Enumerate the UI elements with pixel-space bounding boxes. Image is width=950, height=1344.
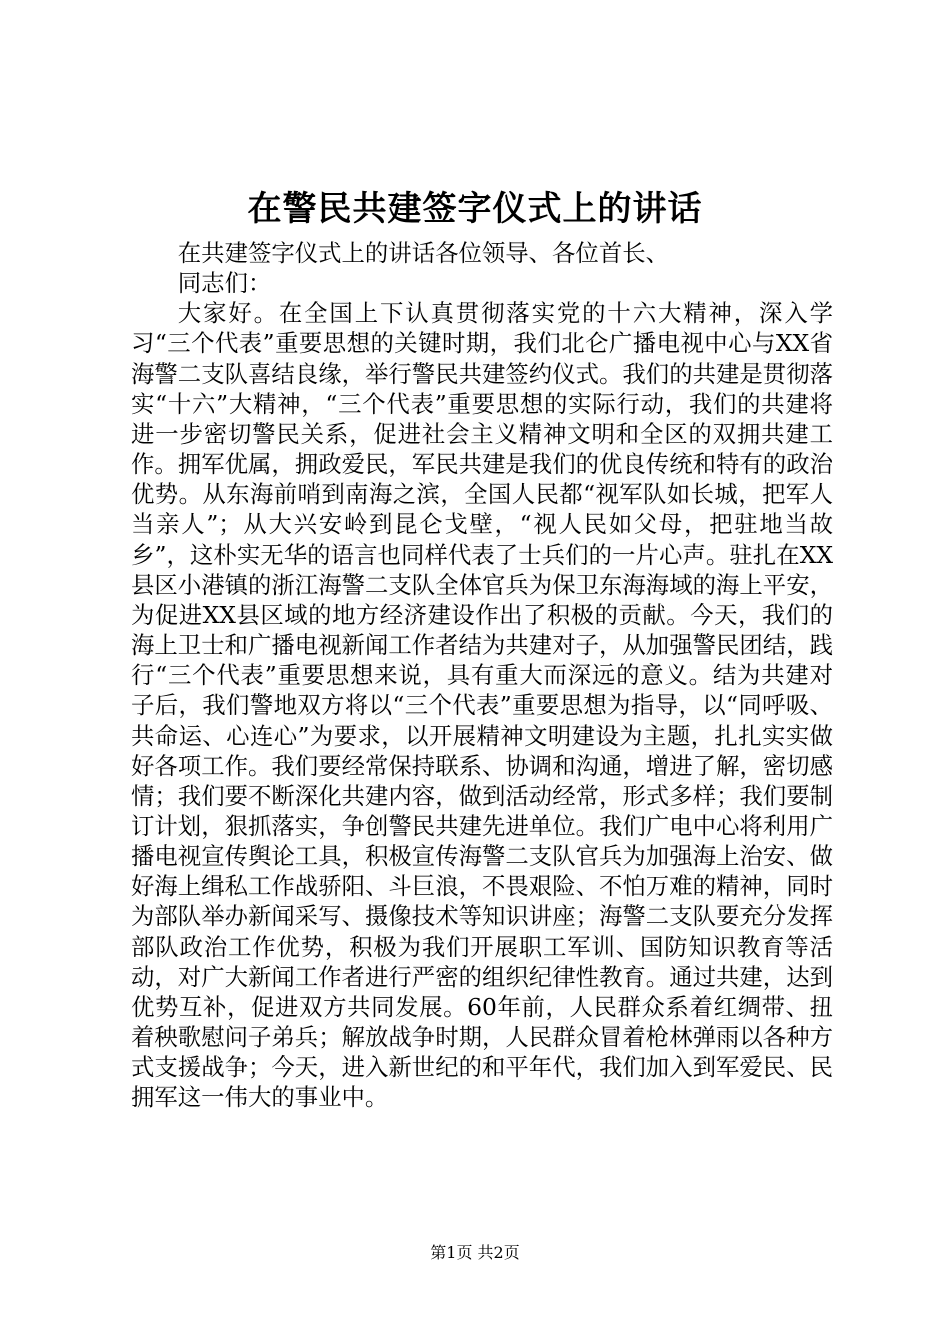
document-body [131, 238, 833, 1113]
document-title: 在警民共建签字仪式上的讲话 [247, 189, 703, 229]
paragraph: 在共建签字仪式上的讲话各位领导、各位首长、 [177, 239, 669, 267]
paragraph: 同志们： [177, 269, 272, 298]
paragraph: 大家好。在全国上下认真贯彻落实党的十六大精神，深入学习“三个代表”重要思想的关键时期，我们北仑广播电视中心与XX省海警二支队喜结良缘，举行警民共建签约仪式。我们的共建是贯彻落实“十六”大精神，“三个代表”重要思想的实际行动，我们的共建将进一步密切警民关系，促进社会主义精神文明和全区的双拥共建工作。拥军优属，拥政爱民，军民共建是我们的优良传统和特有的政治优势。从东海前哨到南海之滨，全国人民都“视军队如长城，把军人当亲人”；从大兴安岭到昆仑戈壁，“视人民如父母，把驻地当故乡”，这朴实无华的语言也同样代表了士兵们的一片心声。驻扎在XX县区小港镇的浙江海警二支队全体官兵为保卫东海海域的海上平安，为促进XX县区域的地方经济建设作出了积极的贡献。今天，我们的海上卫士和广播电视新闻工作者结为共建对子，从加强警民团结，践行“三个代表”重要思想来说，具有重大而深远的意义。结为共建对子后，我们警地双方将以“三个代表”重要思想为指导，以“同呼吸、共命运、心连心”为要求，以开展精神文明建设为主题，扎扎实实做好各项工作。我们要经常保持联系、协调和沟通，增进了解，密切感情；我们要不断深化共建内容，做到活动经常，形式多样；我们要制订计划，狠抓落实，争创警民共建先进单位。我们广电中心将利用广播电视宣传舆论工具，积极宣传海警二支队官兵为加强海上治安、做好海上缉私工作战骄阳、斗巨浪，不畏艰险、不怕万难的精神，同时为部队举办新闻采写、摄像技术等知识讲座；海警二支队要充分发挥部队政治工作优势，积极为我们开展职工军训、国防知识教育等活动，对广大新闻工作者进行严密的组织纪律性教育。通过共建，达到优势互补，促进双方共同发展。60年前，人民群众系着红绸带、扭着秧歌慰问子弟兵；解放战争时期，人民群众冒着枪林弹雨以各种方式支援战争；今天，进入新世纪的和平年代，我们加入到军爱民、民拥军这一伟大的事业中。 [131, 299, 833, 1112]
page-number-footer: 第1页 共2页 [430, 1243, 520, 1262]
